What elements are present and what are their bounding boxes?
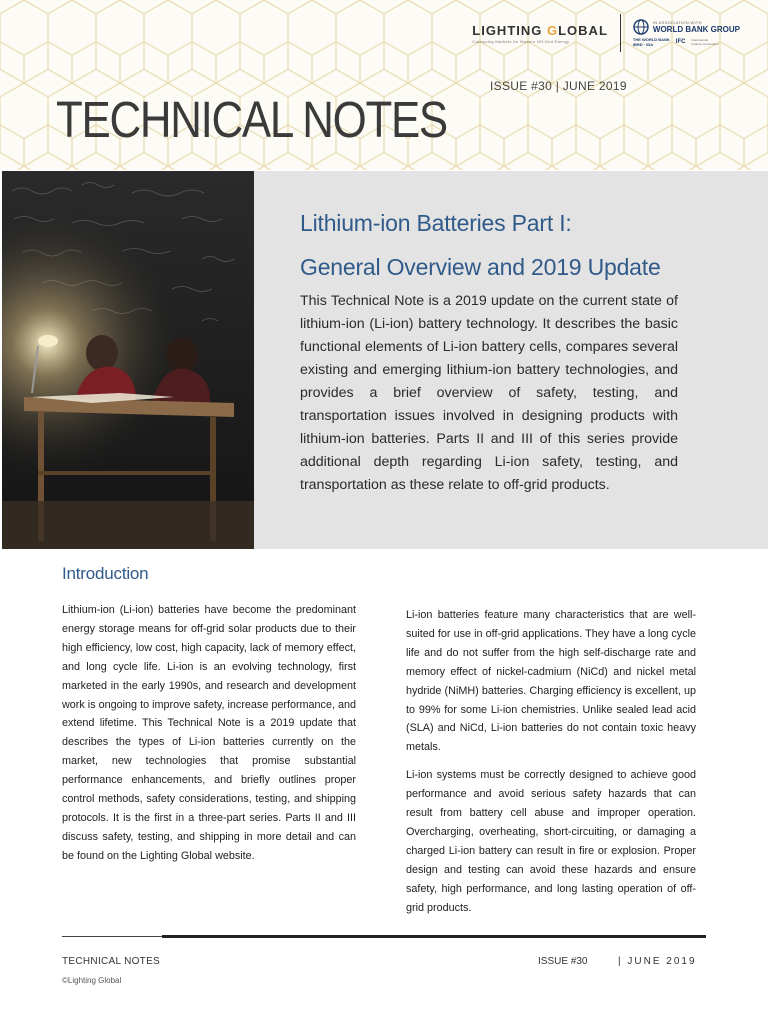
page-title: TECHNICAL NOTES (56, 91, 447, 148)
logo-divider (620, 14, 621, 52)
article-title-line-1: Lithium-ion Batteries Part I: (300, 210, 572, 236)
intro-left-column (62, 601, 356, 866)
footer-rule (162, 935, 706, 938)
intro-right-column (406, 606, 696, 918)
lighting-global-logo (472, 23, 608, 44)
photo-illustration (2, 171, 254, 549)
header-logos (472, 14, 740, 52)
wb-group-name: WORLD BANK GROUP (652, 25, 740, 34)
globe-icon (633, 19, 649, 35)
intro-paragraph: Li-ion systems must be correctly designed to achieve good performance and avoid serious safety hazards that can result from battery cell abuse and improper operation. Overcharging, overheating, short-circuiting, or damaging a charged Li-ion battery can result in fire or explosion. Proper design and testing can avoid these hazards and ensure safety, high performance, and long lasting operation of off-grid products. (406, 769, 696, 914)
page-header (0, 0, 768, 170)
footer-issue: ISSUE #30 (538, 956, 588, 967)
wb-line-1: THE WORLD BANK (632, 37, 670, 42)
feature-photo (2, 171, 254, 549)
lighting-global-word-1: LIGHTING (472, 22, 547, 38)
footer-date: | JUNE 2019 (618, 956, 697, 967)
introduction-heading: Introduction (62, 564, 149, 583)
intro-paragraph: Lithium-ion (Li-ion) batteries have become the predominant energy storage means for off-grid solar products due to their high efficiency, low cost, high capacity, lack of memory effect, and long cycle life. Li-ion is an evolving technology, first marketed in the early 1990s, and research and development work is ongoing to improve safety, increase performance, and extend lifetime. This Technical Note is a 2019 update that describes the types of Li-ion batteries currently on the market, new technologies that promise substantial performance enhancements, and briefly outlines proper control methods, safety considerations, testing, and shipping protocols. It is the first in a three-part series. Parts II and III discuss safety, testing, and shipping in more detail and can be found on the Lighting Global website. (62, 604, 356, 862)
footer-title: TECHNICAL NOTES (62, 956, 161, 967)
intro-paragraph: Li-ion batteries feature many characteristics that are well-suited for use in off-grid applications. They have a long cycle life and do not suffer from the high self-discharge rate and memory effect of nickel-cadmium (NiCd) and nickel metal hydride (NiMH) batteries. Charging efficiency is excellent, up to 99% for some Li-ion chemistries. Unlike sealed lead acid (SLA) and NiCd, Li-ion batteries do not contain toxic heavy metals. (406, 609, 696, 754)
ifc-sub-2: Finance Corporation (691, 42, 719, 46)
wb-line-2: IBRD · IDA (632, 42, 654, 47)
footer-copyright: ©Lighting Global (62, 976, 122, 985)
ifc-sub-1: International (691, 38, 708, 42)
lighting-global-tagline: Catalyzing Markets for Modern Off-Grid Energy (472, 38, 570, 44)
wb-association-text: IN ASSOCIATION WITH (652, 20, 702, 25)
lighting-global-letter: G (546, 22, 559, 38)
issue-date: ISSUE #30 | JUNE 2019 (490, 79, 627, 93)
world-bank-group-logo (633, 19, 740, 47)
article-title-line-2: General Overview and 2019 Update (300, 254, 661, 280)
abstract-text: This Technical Note is a 2019 update on the current state of lithium-ion (Li-ion) battery technology. It describes the basic functional elements of Li-ion battery cells, compares several existing and emerging lithium-ion battery technologies, and provides a brief overview of safety, testing, and transportation issues involved in designing products with lithium-ion batteries. Parts II and III of this series provide additional depth regarding Li-ion safety, testing, and transportation as these relate to off-grid products. (300, 293, 678, 493)
ifc-logo: IFC (675, 39, 686, 45)
footer-rule-thin (62, 936, 162, 937)
lighting-global-word-2: LOBAL (558, 22, 608, 38)
